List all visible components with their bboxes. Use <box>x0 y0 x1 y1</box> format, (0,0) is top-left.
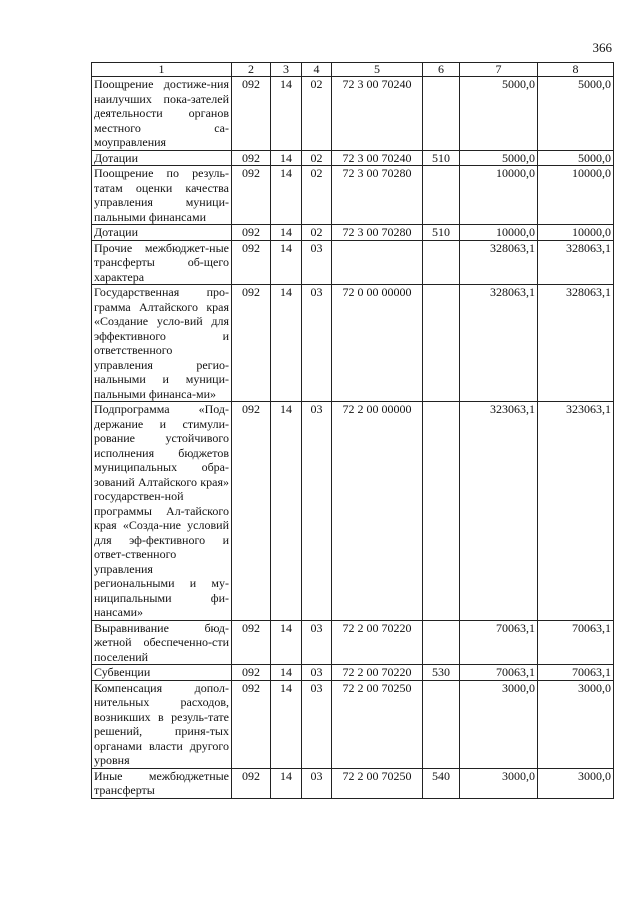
cell-c4: 03 <box>302 680 332 768</box>
cell-c4: 02 <box>302 225 332 241</box>
cell-c5: 72 3 00 70240 <box>332 77 423 151</box>
cell-c5: 72 0 00 00000 <box>332 285 423 402</box>
cell-c6 <box>423 77 460 151</box>
row-name-cell: Дотации <box>92 150 232 166</box>
cell-c6 <box>423 166 460 225</box>
cell-c8: 5000,0 <box>538 77 614 151</box>
cell-c5: 72 2 00 70250 <box>332 680 423 768</box>
cell-c6 <box>423 680 460 768</box>
cell-c7: 10000,0 <box>460 166 538 225</box>
row-name-cell: Подпрограмма «Под-держание и стимули-рование устойчивого исполнения бюджетов муниципальных обра-зований Алтайского края» государствен-ной программы Ал-тайского края «Созда-ние условий для эф-фективного и ответ-ственного управления региональными и му-ниципальными фи-нансами» <box>92 402 232 621</box>
cell-c7: 3000,0 <box>460 680 538 768</box>
column-header: 6 <box>423 63 460 77</box>
cell-c2: 092 <box>232 665 271 681</box>
cell-c3: 14 <box>271 285 302 402</box>
cell-c6: 510 <box>423 150 460 166</box>
row-name-cell: Прочие межбюджет-ные трансферты об-щего характера <box>92 240 232 285</box>
cell-c7: 328063,1 <box>460 285 538 402</box>
cell-c8: 10000,0 <box>538 166 614 225</box>
column-header: 5 <box>332 63 423 77</box>
cell-c2: 092 <box>232 150 271 166</box>
cell-c5: 72 3 00 70280 <box>332 225 423 241</box>
cell-c2: 092 <box>232 166 271 225</box>
cell-c8: 3000,0 <box>538 768 614 798</box>
row-name-cell: Субвенции <box>92 665 232 681</box>
table-row <box>92 768 614 798</box>
row-name-cell: Поощрение достиже-ния наилучших пока-зателей деятельности органов местного са-моуправления <box>92 77 232 151</box>
table-row <box>92 166 614 225</box>
cell-c5 <box>332 240 423 285</box>
column-header: 8 <box>538 63 614 77</box>
cell-c8: 328063,1 <box>538 285 614 402</box>
cell-c7: 323063,1 <box>460 402 538 621</box>
cell-c3: 14 <box>271 665 302 681</box>
row-name-cell: Поощрение по резуль-татам оценки качества управления муници-пальными финансами <box>92 166 232 225</box>
table-row <box>92 402 614 621</box>
cell-c3: 14 <box>271 680 302 768</box>
cell-c4: 03 <box>302 285 332 402</box>
row-name-cell: Компенсация допол-нительных расходов, возникших в резуль-тате решений, приня-тых органами власти другого уровня <box>92 680 232 768</box>
cell-c7: 10000,0 <box>460 225 538 241</box>
cell-c8: 70063,1 <box>538 620 614 665</box>
table-body <box>92 77 614 799</box>
cell-c3: 14 <box>271 402 302 621</box>
cell-c5: 72 2 00 70250 <box>332 768 423 798</box>
table-row <box>92 665 614 681</box>
cell-c4: 03 <box>302 402 332 621</box>
column-header: 7 <box>460 63 538 77</box>
cell-c4: 03 <box>302 665 332 681</box>
cell-c3: 14 <box>271 150 302 166</box>
cell-c8: 70063,1 <box>538 665 614 681</box>
table-row <box>92 225 614 241</box>
table-row <box>92 150 614 166</box>
cell-c7: 3000,0 <box>460 768 538 798</box>
cell-c2: 092 <box>232 402 271 621</box>
cell-c8: 3000,0 <box>538 680 614 768</box>
cell-c8: 10000,0 <box>538 225 614 241</box>
column-header: 4 <box>302 63 332 77</box>
table-row <box>92 680 614 768</box>
row-name-cell: Дотации <box>92 225 232 241</box>
cell-c8: 323063,1 <box>538 402 614 621</box>
column-header: 1 <box>92 63 232 77</box>
cell-c4: 03 <box>302 768 332 798</box>
table-row <box>92 240 614 285</box>
cell-c6 <box>423 402 460 621</box>
cell-c4: 02 <box>302 150 332 166</box>
cell-c8: 5000,0 <box>538 150 614 166</box>
cell-c7: 328063,1 <box>460 240 538 285</box>
cell-c2: 092 <box>232 225 271 241</box>
cell-c2: 092 <box>232 240 271 285</box>
cell-c8: 328063,1 <box>538 240 614 285</box>
cell-c5: 72 3 00 70240 <box>332 150 423 166</box>
cell-c4: 02 <box>302 166 332 225</box>
cell-c5: 72 2 00 70220 <box>332 620 423 665</box>
row-name-cell: Иные межбюджетные трансферты <box>92 768 232 798</box>
cell-c2: 092 <box>232 285 271 402</box>
page-number: 366 <box>592 40 612 55</box>
table-row <box>92 620 614 665</box>
cell-c5: 72 2 00 70220 <box>332 665 423 681</box>
cell-c2: 092 <box>232 768 271 798</box>
column-header: 2 <box>232 63 271 77</box>
cell-c4: 03 <box>302 240 332 285</box>
budget-table <box>91 62 614 799</box>
cell-c7: 5000,0 <box>460 77 538 151</box>
cell-c6: 530 <box>423 665 460 681</box>
table-row <box>92 285 614 402</box>
cell-c6 <box>423 285 460 402</box>
cell-c2: 092 <box>232 620 271 665</box>
cell-c3: 14 <box>271 225 302 241</box>
row-name-cell: Государственная про-грамма Алтайского края «Создание усло-вий для эффективного и ответственного управления регио-нальными и муници-пальными финанса-ми» <box>92 285 232 402</box>
cell-c3: 14 <box>271 240 302 285</box>
cell-c4: 03 <box>302 620 332 665</box>
table-header-row <box>92 63 614 77</box>
cell-c7: 70063,1 <box>460 665 538 681</box>
cell-c6: 510 <box>423 225 460 241</box>
cell-c2: 092 <box>232 77 271 151</box>
table-row <box>92 77 614 151</box>
column-header: 3 <box>271 63 302 77</box>
cell-c2: 092 <box>232 680 271 768</box>
cell-c3: 14 <box>271 768 302 798</box>
cell-c6 <box>423 240 460 285</box>
cell-c3: 14 <box>271 620 302 665</box>
cell-c7: 5000,0 <box>460 150 538 166</box>
cell-c6: 540 <box>423 768 460 798</box>
row-name-cell: Выравнивание бюд-жетной обеспеченно-сти поселений <box>92 620 232 665</box>
cell-c3: 14 <box>271 77 302 151</box>
cell-c5: 72 3 00 70280 <box>332 166 423 225</box>
cell-c3: 14 <box>271 166 302 225</box>
cell-c6 <box>423 620 460 665</box>
cell-c4: 02 <box>302 77 332 151</box>
cell-c7: 70063,1 <box>460 620 538 665</box>
cell-c5: 72 2 00 00000 <box>332 402 423 621</box>
